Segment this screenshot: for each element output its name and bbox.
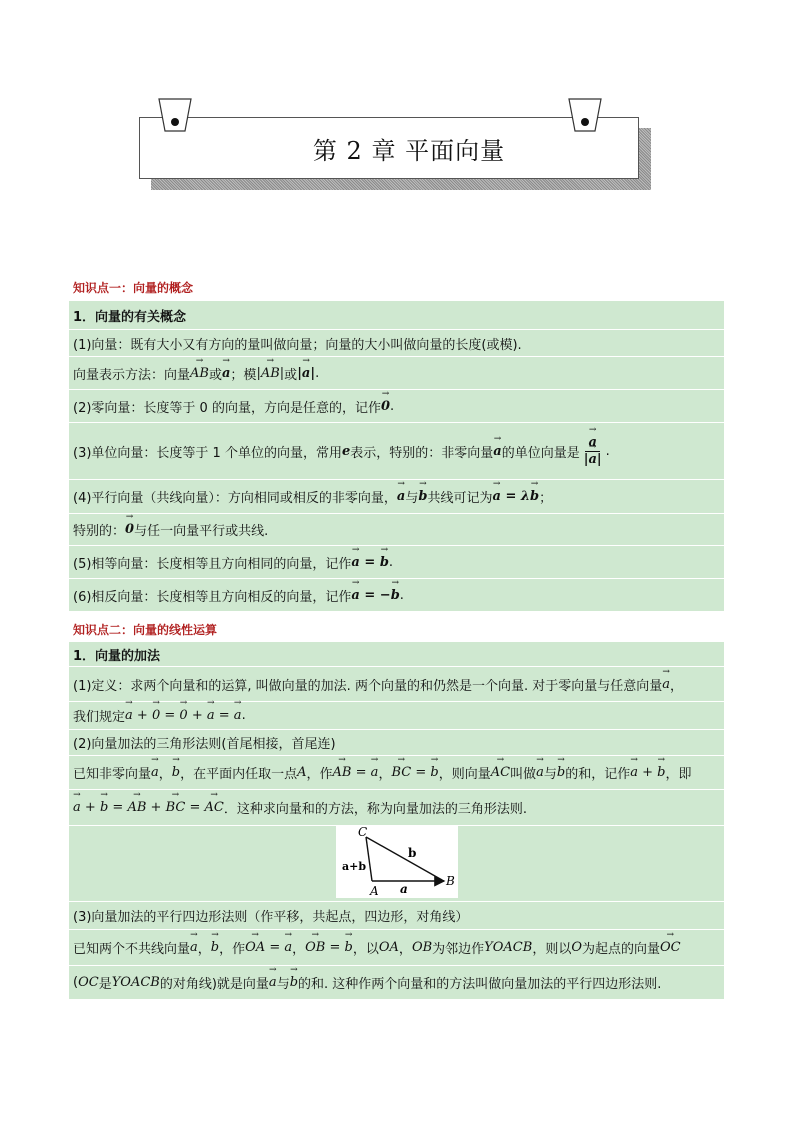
text: ，则向量 bbox=[438, 767, 491, 782]
text: (3)单位向量：长度等于 1 个单位的向量，常用 bbox=[73, 445, 342, 461]
label-b: B bbox=[446, 874, 455, 888]
section2-box bbox=[69, 642, 724, 999]
text: 的和. 这种作两个向量和的方法叫做向量加法的平行四边形法则. bbox=[298, 977, 662, 992]
title-banner bbox=[139, 117, 639, 179]
parallelogram-name: YOACB bbox=[111, 975, 160, 990]
label-c: C bbox=[358, 825, 368, 839]
text: ( bbox=[73, 975, 79, 990]
text: 的和，记作 bbox=[565, 767, 631, 782]
def-add-row: (1)定义：求两个向量和的运算, 叫做向量的加法. 两个向量的和仍然是一个向量. 对于零向量与任意向量 → a ， bbox=[69, 666, 724, 701]
vector-b-line bbox=[366, 837, 442, 880]
subheading-text: 1．向量的加法 bbox=[73, 648, 161, 664]
section2-subheading bbox=[69, 642, 724, 666]
point-o: O bbox=[571, 940, 582, 955]
text: . bbox=[399, 587, 404, 603]
zero-vector-row: (2)零向量：长度等于 0 的向量，方向是任意的，记作 → 0 . bbox=[69, 389, 724, 422]
text: ，以 bbox=[352, 942, 379, 957]
text: 为起点的向量 bbox=[582, 942, 661, 957]
text: 与 bbox=[405, 491, 419, 506]
text: ，则以 bbox=[532, 942, 572, 957]
text: 与 bbox=[276, 977, 290, 992]
text: ，即 bbox=[665, 767, 692, 782]
equal-row: (5)相等向量：长度相等且方向相同的向量，记作 → a = → b . bbox=[69, 545, 724, 578]
subheading-text: 1．向量的有关概念 bbox=[73, 309, 187, 325]
section1-subheading bbox=[69, 301, 724, 329]
text: 向量表示方法：向量 bbox=[73, 367, 191, 383]
label-vec-b: b bbox=[408, 846, 417, 860]
text: 为邻边作 bbox=[432, 942, 485, 957]
text: 与任一向量平行或共线. bbox=[134, 524, 269, 539]
point-a: A bbox=[297, 765, 307, 780]
text: 或 bbox=[208, 367, 222, 383]
def-vector-text: (1)向量：既有大小又有方向的量叫做向量；向量的大小叫做向量的长度(或模). bbox=[73, 337, 522, 353]
text: 叫做 bbox=[510, 767, 537, 782]
vector-a-plus-b-line bbox=[366, 837, 372, 881]
label-vec-a: a bbox=[400, 882, 408, 896]
text: ，在平面内任取一点 bbox=[180, 767, 298, 782]
unit-vector-row: (3)单位向量：长度等于 1 个单位的向量，常用 e 表示，特别的：非零向量 → a 的单位向量是 → $\frac{a}{|\to a|}$ . bbox=[69, 422, 724, 479]
text: ．这种求向量和的方法，称为向量加法的三角形法则. bbox=[223, 802, 527, 817]
chapter-title: 第 2 章 平面向量 bbox=[312, 136, 506, 165]
text: ，作 bbox=[306, 767, 333, 782]
text: ，作 bbox=[219, 942, 246, 957]
text: . bbox=[315, 365, 320, 381]
text: (5)相等向量：长度相等且方向相同的向量，记作 bbox=[73, 556, 352, 572]
text: (4)平行向量（共线向量）：方向相同或相反的非零向量， bbox=[73, 491, 397, 506]
text: 已知两个不共线向量 bbox=[73, 942, 191, 957]
parallelogram-row-1: 已知两个不共线向量 → a ， → b ，作 → OA = → a ， → OB = → b ，以 OA ， OB 为邻边作 YOACB ，则以 O 为起点的向量 → OC bbox=[69, 929, 724, 965]
text: ， bbox=[158, 767, 172, 782]
section1-box bbox=[69, 301, 724, 611]
text: . bbox=[241, 708, 246, 723]
text: 特别的： bbox=[73, 524, 126, 539]
text: (2)零向量：长度等于 0 的向量，方向是任意的，记作 bbox=[73, 400, 381, 416]
text: ， bbox=[197, 942, 211, 957]
segment-oa: OA bbox=[378, 940, 399, 955]
text: ， bbox=[292, 942, 306, 957]
text: 共线可记为 bbox=[427, 491, 493, 506]
text: . bbox=[388, 554, 394, 570]
text: 表示，特别的：非零向量 bbox=[350, 445, 494, 461]
rule0-row: 我们规定 → a + → 0 = → 0 + → a = → a . bbox=[69, 701, 724, 729]
parallelogram-row-2: ( OC 是 YOACB 的对角线)就是向量 → a 与 → b 的和. 这种作两个向量和的方法叫做向量加法的平行四边形法则. bbox=[69, 965, 724, 999]
segment-oc: OC bbox=[78, 975, 99, 990]
text: 我们规定 bbox=[73, 710, 126, 725]
segment-ob: OB bbox=[411, 940, 433, 955]
triangle-row-1: 已知非零向量 → a ， → b ，在平面内任取一点 A ，作 → AB = → a ， → BC = → b ，则向量 → AC 叫做 → a 与 → b 的和，记作 → a + → b ，即 bbox=[69, 755, 724, 789]
text: ， bbox=[378, 767, 392, 782]
text: ， bbox=[669, 678, 683, 694]
unit-vector-fraction: → $\frac{a}{|\to a|}$ bbox=[584, 435, 602, 468]
text: 已知非零向量 bbox=[73, 767, 152, 782]
parallel-row: (4)平行向量（共线向量）：方向相同或相反的非零向量， → a 与 → b 共线可记为 → a = λ→ b ； bbox=[69, 479, 724, 513]
text: 与 bbox=[543, 767, 557, 782]
triangle-title-row bbox=[69, 729, 724, 755]
triangle-row-2: → a + → b = → AB + → BC = → AC ．这种求向量和的方法，称为向量加法的三角形法则. bbox=[69, 789, 724, 825]
text: 的对角线)就是向量 bbox=[159, 977, 269, 992]
label-a-plus-b: a+b bbox=[342, 860, 367, 873]
text: 或 bbox=[284, 367, 298, 383]
text: 的单位向量是 bbox=[501, 445, 580, 461]
section1-heading: 知识点一：向量的概念 bbox=[73, 281, 194, 295]
text: . bbox=[390, 398, 395, 414]
text: ， bbox=[398, 942, 412, 957]
parallelogram-title-row bbox=[69, 901, 724, 929]
parallelogram-title-text: (3)向量加法的平行四边形法则（作平移，共起点，四边形，对角线） bbox=[73, 910, 469, 925]
def-vector-row bbox=[69, 329, 724, 356]
triangle-rule-figure bbox=[336, 825, 458, 898]
text: 是 bbox=[98, 977, 112, 992]
text: ； bbox=[539, 491, 553, 506]
special-row: 特别的： → 0 与任一向量平行或共线. bbox=[69, 513, 724, 545]
parallelogram-name: YOACB bbox=[484, 940, 533, 955]
repr-row: 向量表示方法：向量 → AB 或 → a ；模 |→ AB| 或 |→ a| . bbox=[69, 356, 724, 389]
triangle-title-text: (2)向量加法的三角形法则(首尾相接，首尾连) bbox=[73, 737, 336, 752]
text: ；模 bbox=[230, 367, 257, 383]
section2-heading: 知识点二：向量的线性运算 bbox=[73, 623, 218, 637]
banner-pin-left-icon bbox=[157, 98, 193, 132]
banner-pin-right-icon bbox=[567, 98, 603, 132]
text: (1)定义：求两个向量和的运算, 叫做向量的加法. 两个向量的和仍然是一个向量. 对于零向量与任意向量 bbox=[73, 678, 663, 694]
opposite-row: (6)相反向量：长度相等且方向相反的向量，记作 → a = −→ b . bbox=[69, 578, 724, 611]
text: (6)相反向量：长度相等且方向相反的向量，记作 bbox=[73, 589, 352, 605]
label-a: A bbox=[370, 884, 379, 898]
text: . bbox=[605, 443, 610, 459]
